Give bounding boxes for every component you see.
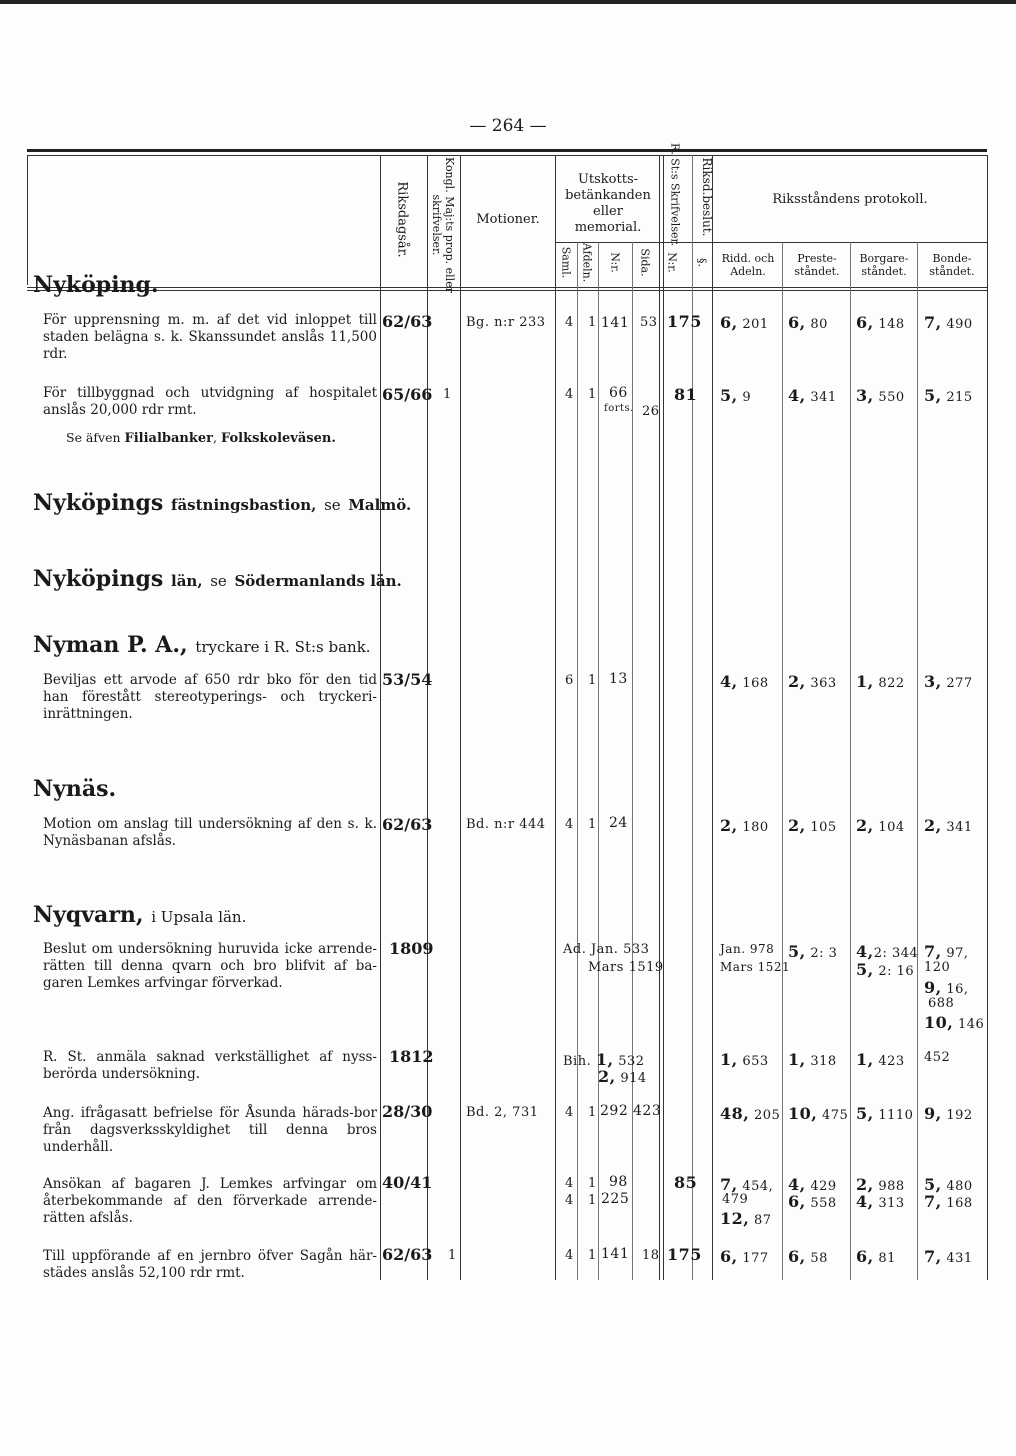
ridd-line-2: 479 <box>722 1192 749 1207</box>
entry-nr: 66 <box>609 385 628 401</box>
prest-vol: 5, <box>788 942 806 961</box>
header-kongl: Kongl. Maj:ts prop. eller skrifvelser. <box>430 157 456 293</box>
entry-year: 53/54 <box>382 670 433 689</box>
ridd-page: 653 <box>742 1054 769 1069</box>
title-se: se <box>210 572 227 590</box>
bonde-vol-1: 7, <box>924 942 942 961</box>
entry-utsk-1: Ad. Jan. 533 <box>563 942 650 957</box>
entry-motion: Bd. 2, 731 <box>466 1105 539 1120</box>
bonde-vol-1: 5, <box>924 1175 942 1194</box>
header-protokoll: Riksståndens protokoll. <box>772 192 928 207</box>
bonde-vol: 9, <box>924 1104 942 1123</box>
bonde-page-2: 168 <box>946 1196 973 1211</box>
title-se: se <box>324 496 341 514</box>
entry-forts: forts. <box>604 403 634 414</box>
entry-saml: 4 <box>565 817 574 832</box>
borg-vol-2: 4, <box>856 1192 874 1211</box>
section-title-fastning <box>33 490 411 516</box>
borg-page: 148 <box>878 317 905 332</box>
header-afdeln: Afdeln. <box>580 242 594 283</box>
col-line <box>712 155 713 1280</box>
prest-page: 58 <box>810 1251 828 1266</box>
entry-kongl: 1 <box>448 1248 457 1263</box>
prest-page-2: 558 <box>810 1196 837 1211</box>
bonde-vol-3: 9, <box>924 978 942 997</box>
col-line <box>987 155 988 1280</box>
ridd-line-2: Mars 1521 <box>720 960 791 974</box>
borg-vol: 6, <box>856 1247 874 1266</box>
bonde-page: 431 <box>946 1251 973 1266</box>
ridd-vol-1: 7, <box>720 1175 738 1194</box>
entry-nr: 13 <box>609 671 628 687</box>
section-title-nykoping: Nyköping. <box>33 272 159 298</box>
entry-year: 62/63 <box>382 312 433 331</box>
bonde-page: 192 <box>946 1108 973 1123</box>
prest-vol: 4, <box>788 386 806 405</box>
prest-page: 341 <box>810 390 837 405</box>
bonde-page-1: 480 <box>946 1179 973 1194</box>
ridd-page-1: 454, <box>742 1179 774 1194</box>
entry-saml: 4 <box>565 387 574 402</box>
entry-year: 1809 <box>389 939 434 958</box>
prest-page: 363 <box>810 676 837 691</box>
bonde-page: 277 <box>946 676 973 691</box>
bonde-vol: 2, <box>924 816 942 835</box>
page-number: — 264 — <box>469 116 547 136</box>
entry-saml-1: 4 <box>565 1176 574 1191</box>
section-title-nyqvarn <box>33 902 246 928</box>
title-ref: Malmö. <box>348 496 412 514</box>
entry-desc: Beslut om undersökning huruvida icke arrende-rätten till denna qvarn och bro blifvit af ba-garen Lemkes arfvingar förverkad. <box>43 941 377 991</box>
ridd-vol: 48, <box>720 1104 750 1123</box>
entry-afd-1: 1 <box>588 1176 597 1191</box>
entry-nr: 24 <box>609 815 628 831</box>
header-ridd: Ridd. och Adeln. <box>721 252 775 278</box>
prest-vol: 2, <box>788 816 806 835</box>
borg-page: 104 <box>878 820 905 835</box>
header-sida: Sida. <box>638 248 652 277</box>
see-prefix: Se äfven <box>66 430 121 445</box>
borg-page: 81 <box>878 1251 896 1266</box>
borg-page-1: 988 <box>878 1179 905 1194</box>
borg-page: 1110 <box>878 1108 914 1123</box>
entry-sida: 423 <box>633 1103 662 1119</box>
header-rule-bottom-2 <box>27 290 987 291</box>
bonde-vol-5: 10, <box>924 1013 954 1032</box>
col-line-thin <box>850 242 851 1280</box>
col-line-thin <box>598 242 599 1280</box>
entry-afd-2: 1 <box>588 1193 597 1208</box>
header-rule-top <box>27 149 987 152</box>
page-top-edge <box>0 0 1016 4</box>
entry-nr: 141 <box>601 1246 630 1262</box>
utsk-vol-2: 2, <box>598 1067 616 1086</box>
prest-page: 105 <box>810 820 837 835</box>
header-borgare: Borgare-ståndet. <box>859 252 909 278</box>
entry-desc: Beviljas ett arvode af 650 rdr bko för den tid han förestått stereotyperings- och tryckeri-inrättningen. <box>43 672 377 722</box>
entry-afd: 1 <box>588 1248 597 1263</box>
bonde-page: 490 <box>946 317 973 332</box>
title-main: Nyman P. A., <box>33 632 188 658</box>
see-ref-2: Folkskoleväsen. <box>220 431 336 446</box>
entry-motion: Bd. n:r 444 <box>466 817 546 832</box>
prest-vol: 6, <box>788 313 806 332</box>
entry-saml-2: 4 <box>565 1193 574 1208</box>
borg-vol: 2, <box>856 816 874 835</box>
entry-rst: 175 <box>667 1245 702 1264</box>
bonde-page: 452 <box>924 1050 951 1065</box>
prest-page: 2: 3 <box>810 946 838 961</box>
entry-afd: 1 <box>588 315 597 330</box>
see-ref-1: Filialbanker <box>124 431 214 446</box>
col-line-thin <box>782 242 783 1280</box>
bonde-line-2: 120 <box>924 960 951 975</box>
bonde-page: 341 <box>946 820 973 835</box>
entry-afd: 1 <box>588 387 597 402</box>
ridd-vol: 1, <box>720 1050 738 1069</box>
bonde-vol: 7, <box>924 313 942 332</box>
entry-nr-1: 98 <box>609 1174 628 1190</box>
prest-vol: 10, <box>788 1104 818 1123</box>
col-line <box>663 155 664 1280</box>
ridd-page: 180 <box>742 820 769 835</box>
ridd-page: 9 <box>742 390 752 405</box>
entry-rst: 85 <box>674 1173 698 1192</box>
title-sub: fästningsbastion, <box>171 496 317 514</box>
section-title-nynas: Nynäs. <box>33 776 117 802</box>
entry-saml: 4 <box>565 315 574 330</box>
entry-year: 1812 <box>389 1047 434 1066</box>
col-line-thin <box>632 242 633 1280</box>
borg-vol-1: 4, <box>856 942 874 961</box>
bonde-page-1: 97, <box>946 946 969 961</box>
header-utskott: Utskotts-betänkanden eller memorial. <box>565 172 651 235</box>
borg-page: 423 <box>878 1054 905 1069</box>
ridd-page-3: 87 <box>753 1213 772 1228</box>
col-line-thin <box>917 242 918 1280</box>
borg-page-2: 2: 16 <box>878 964 915 979</box>
entry-desc: R. St. anmäla saknad verkställighet af nyss-berörda undersökning. <box>43 1049 377 1082</box>
title-sub: län, <box>171 572 203 590</box>
header-rule-second <box>27 155 987 156</box>
ridd-vol: 6, <box>720 1247 738 1266</box>
title-main: Nyqvarn, <box>33 902 144 928</box>
prest-vol: 1, <box>788 1050 806 1069</box>
utsk-page-2: 914 <box>620 1071 647 1086</box>
prest-vol: 6, <box>788 1247 806 1266</box>
entry-afd: 1 <box>588 1105 597 1120</box>
borg-page-2: 313 <box>878 1196 905 1211</box>
borg-page-1: 2: 344 <box>873 946 919 961</box>
header-rst-nr: N:r. <box>665 252 679 273</box>
prest-page: 80 <box>810 317 828 332</box>
section-title-nyman <box>33 632 371 658</box>
entry-rst: 81 <box>674 385 698 404</box>
ridd-vol: 6, <box>720 313 738 332</box>
utsk-vol-1: 1, <box>595 1050 614 1069</box>
entry-afd: 1 <box>588 673 597 688</box>
borg-vol: 1, <box>856 672 874 691</box>
entry-nr: 292 <box>600 1103 629 1119</box>
entry-kongl: 1 <box>443 387 452 402</box>
ridd-vol-3: 12, <box>720 1209 750 1228</box>
bonde-page-5: 146 <box>957 1017 985 1032</box>
borg-vol: 6, <box>856 313 874 332</box>
entry-year: 62/63 <box>382 815 433 834</box>
borg-page: 822 <box>878 676 905 691</box>
entry-sida: 53 <box>640 315 658 330</box>
col-line <box>555 155 556 1280</box>
borg-vol: 3, <box>856 386 874 405</box>
col-line <box>380 155 381 1280</box>
entry-year: 40/41 <box>382 1173 433 1192</box>
borg-page: 550 <box>878 390 905 405</box>
utsk-prefix: Bih. <box>563 1054 592 1069</box>
header-nr: N:r. <box>608 252 622 273</box>
bonde-vol-2: 7, <box>924 1192 942 1211</box>
borg-vol-2: 5, <box>856 960 874 979</box>
entry-nr: 141 <box>601 315 630 331</box>
entry-utsk-2: Mars 1519 <box>588 960 664 975</box>
entry-afd: 1 <box>588 817 597 832</box>
entry-desc: Ang. ifrågasatt befrielse för Åsunda härads-bor från dagsverksskyldighet till denna bros underhåll. <box>43 1105 377 1155</box>
col-line-left <box>27 155 28 285</box>
title-main: Nyköpings <box>33 566 164 592</box>
borg-vol: 1, <box>856 1050 874 1069</box>
entry-saml: 4 <box>565 1105 574 1120</box>
prest-vol-2: 6, <box>788 1192 806 1211</box>
borg-vol: 5, <box>856 1104 874 1123</box>
prest-page: 475 <box>821 1108 849 1123</box>
title-note: tryckare i R. St:s bank. <box>195 638 371 656</box>
bonde-vol: 5, <box>924 386 942 405</box>
header-preste: Preste-ståndet. <box>794 252 840 278</box>
ridd-vol: 4, <box>720 672 738 691</box>
entry-saml: 4 <box>565 1248 574 1263</box>
ridd-line-1: Jan. 978 <box>720 942 775 956</box>
entry-nr-2: 225 <box>601 1191 630 1207</box>
entry-rst: 175 <box>667 312 702 331</box>
bonde-vol: 3, <box>924 672 942 691</box>
ridd-page: 205 <box>753 1108 781 1123</box>
header-rule-bottom <box>27 287 987 288</box>
title-note: i Upsala län. <box>151 908 247 926</box>
entry-year: 65/66 <box>382 385 433 404</box>
header-rst: R. St:s Skrifvelser. <box>668 142 682 247</box>
title-main: Nyköpings <box>33 490 164 516</box>
ridd-page: 168 <box>742 676 769 691</box>
bonde-page: 215 <box>946 390 973 405</box>
bonde-vol: 7, <box>924 1247 942 1266</box>
col-line <box>460 155 461 1280</box>
bonde-page-3: 16, <box>946 982 969 997</box>
header-bonde: Bonde-ståndet. <box>929 252 975 278</box>
borg-vol-1: 2, <box>856 1175 874 1194</box>
ridd-page: 177 <box>742 1251 769 1266</box>
header-motioner: Motioner. <box>476 212 540 227</box>
entry-desc: För tillbyggnad och utvidgning af hospitalet anslås 20,000 rdr rmt. <box>43 385 377 418</box>
entry-sida: 26 <box>642 404 660 419</box>
entry-desc: Till uppförande af en jernbro öfver Sagån här-städes anslås 52,100 rdr rmt. <box>43 1248 377 1281</box>
prest-page-1: 429 <box>810 1179 837 1194</box>
header-saml: Saml. <box>559 246 573 279</box>
header-beslut-s: §. <box>695 258 709 267</box>
entry-saml: 6 <box>565 673 574 688</box>
prest-page: 318 <box>810 1054 837 1069</box>
entry-desc: Ansökan af bagaren J. Lemkes arfvingar om återbekommande af den förverkade arrende-rätten afslås. <box>43 1176 377 1226</box>
see-also: Se äfven Filialbanker, Folkskoleväsen. <box>66 430 336 446</box>
col-line-thin <box>577 242 578 1280</box>
header-beslut: Riksd.beslut. <box>700 157 714 237</box>
entry-sida: 18 <box>642 1248 660 1263</box>
prest-vol: 2, <box>788 672 806 691</box>
entry-desc: För upprensning m. m. af det vid inloppet till staden belägna s. k. Skanssundet anslås 11,500 rdr. <box>43 312 377 362</box>
entry-motion: Bg. n:r 233 <box>466 315 546 330</box>
header-riksdagsar: Riksdagsår. <box>394 181 410 258</box>
ridd-page: 201 <box>742 317 769 332</box>
ridd-vol: 5, <box>720 386 738 405</box>
prest-vol-1: 4, <box>788 1175 806 1194</box>
entry-year: 28/30 <box>382 1102 433 1121</box>
title-ref: Södermanlands län. <box>234 572 402 590</box>
entry-desc: Motion om anslag till undersökning af den s. k. Nynäsbanan afslås. <box>43 816 377 849</box>
utsk-page-1: 532 <box>618 1054 645 1069</box>
section-title-lan <box>33 566 402 592</box>
entry-year: 62/63 <box>382 1245 433 1264</box>
ridd-vol: 2, <box>720 816 738 835</box>
bonde-line-4: 688 <box>928 996 955 1011</box>
